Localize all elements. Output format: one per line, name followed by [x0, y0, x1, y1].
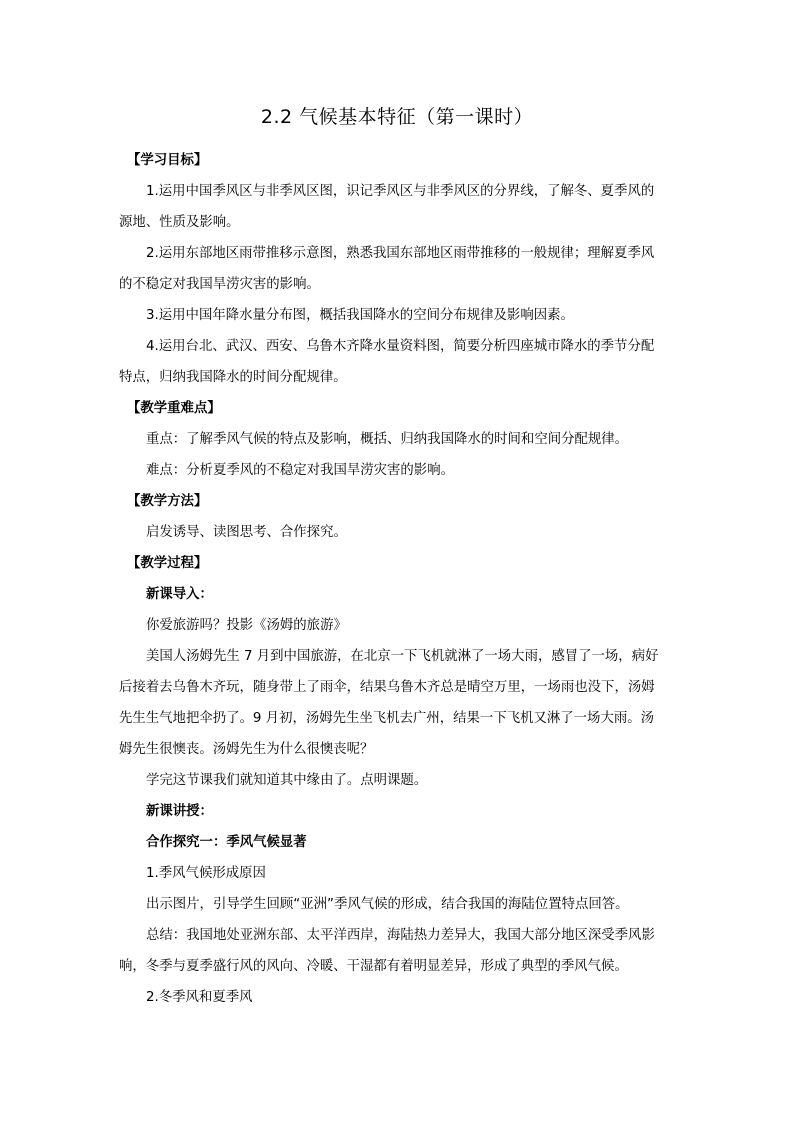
text-line: 先生生气地把伞扔了。9 月初，汤姆先生坐飞机去广州，结果一下飞机又淋了一场大雨。汤 [119, 711, 655, 726]
text-line: 美国人汤姆先生 7 月到中国旅游，在北京一下飞机就淋了一场大雨，感冒了一场，病好 [146, 649, 659, 664]
text-line: 3.运用中国年降水量分布图，概括我国降水的空间分布规律及影响因素。 [146, 308, 574, 323]
section-heading: 【学习目标】 [127, 153, 208, 168]
text-line: 姆先生很懊丧。汤姆先生为什么很懊丧呢？ [119, 742, 374, 757]
text-line: 合作探究一：季风气候显著 [146, 835, 307, 850]
text-line: 难点：分析夏季风的不稳定对我国旱涝灾害的影响。 [146, 463, 454, 478]
text-line: 4.运用台北、武汉、西安、乌鲁木齐降水量资料图，简要分析四座城市降水的季节分配 [146, 339, 655, 354]
text-line: 启发诱导、读图思考、合作探究。 [146, 525, 347, 540]
document-body [119, 145, 675, 1013]
text-line: 总结：我国地处亚洲东部、太平洋西岸，海陆热力差异大，我国大部分地区深受季风影 [146, 928, 655, 943]
text-line: 2.冬季风和夏季风 [146, 990, 253, 1005]
section-heading: 【教学方法】 [127, 494, 208, 509]
text-line: 2.运用东部地区雨带推移示意图，熟悉我国东部地区雨带推移的一般规律；理解夏季风 [146, 246, 655, 261]
document-title: 2.2 气候基本特征（第一课时） [260, 106, 534, 128]
text-line: 学完这节课我们就知道其中缘由了。点明课题。 [146, 773, 428, 788]
text-line: 重点：了解季风气候的特点及影响，概括、归纳我国降水的时间和空间分配规律。 [146, 432, 629, 447]
text-line: 后接着去乌鲁木齐玩，随身带上了雨伞，结果乌鲁木齐总是晴空万里，一场雨也没下，汤姆 [119, 680, 655, 695]
text-line: 1.运用中国季风区与非季风区图，识记季风区与非季风区的分界线，了解冬、夏季风的 [146, 184, 655, 199]
text-line: 响，冬季与夏季盛行风的风向、冷暖、干湿都有着明显差异，形成了典型的季风气候。 [119, 959, 628, 974]
section-heading: 【教学重难点】 [127, 401, 221, 416]
text-line: 你爱旅游吗？投影《汤姆的旅游》 [146, 618, 347, 633]
text-line: 源地、性质及影响。 [119, 215, 240, 230]
text-line: 新课导入： [146, 587, 213, 602]
text-line: 新课讲授： [146, 804, 213, 819]
section-heading: 【教学过程】 [127, 556, 208, 571]
text-line: 出示图片，引导学生回顾“亚洲”季风气候的形成，结合我国的海陆位置特点回答。 [146, 897, 629, 912]
text-line: 1.季风气候形成原因 [146, 866, 266, 881]
text-line: 特点，归纳我国降水的时间分配规律。 [119, 370, 347, 385]
text-line: 的不稳定对我国旱涝灾害的影响。 [119, 277, 320, 292]
